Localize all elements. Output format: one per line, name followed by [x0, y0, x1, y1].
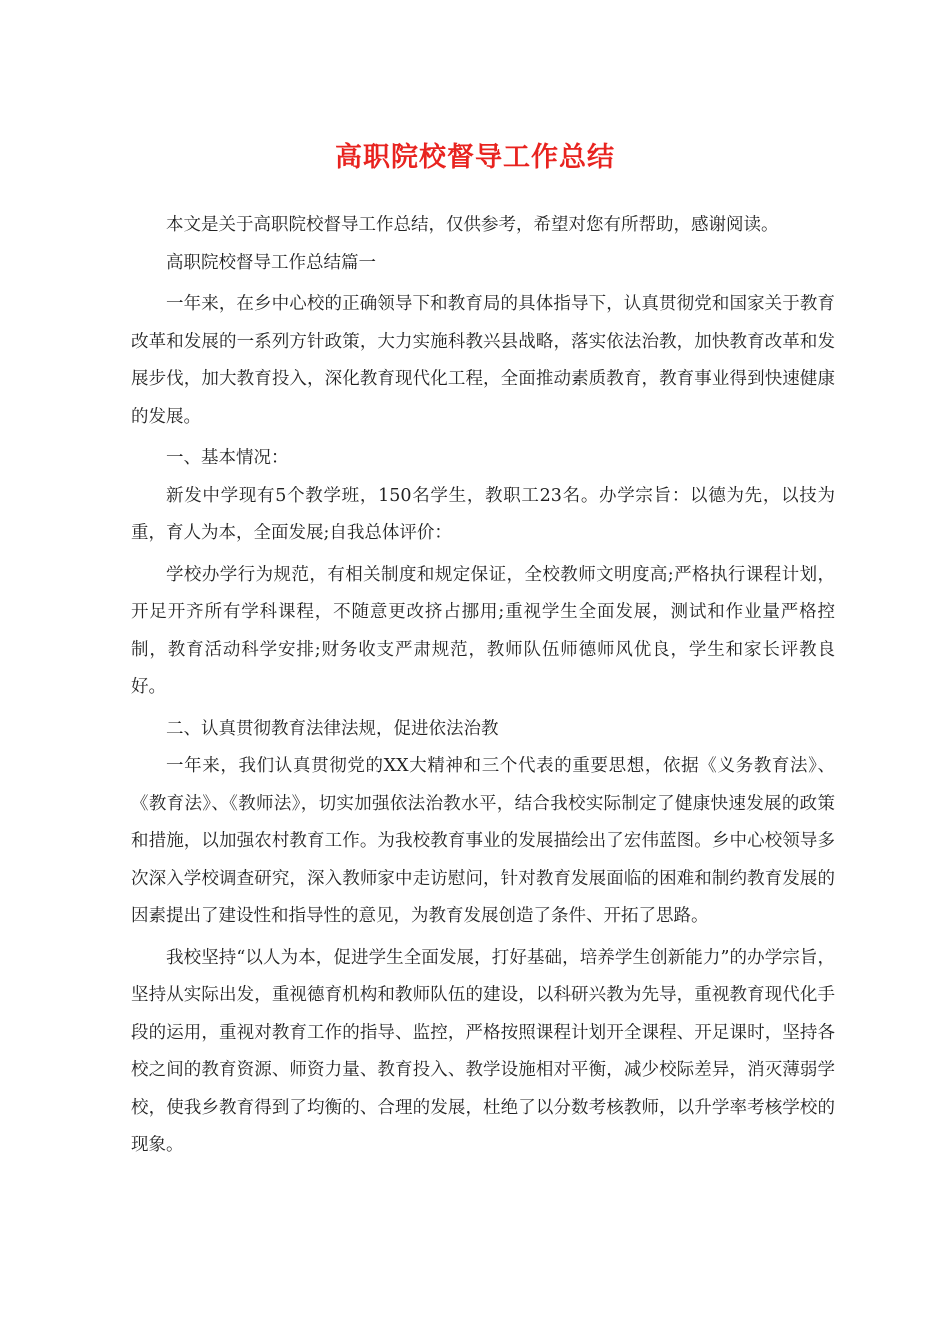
body-paragraph: 学校办学行为规范，有相关制度和规定保证，全校教师文明度高;严格执行课程计划，开足开齐所有学科课程，不随意更改挤占挪用;重视学生全面发展，测试和作业量严格控制，教育活动科学安排;财务收支严肃规范，教师队伍师德师风优良，学生和家长评教良好。	[131, 564, 835, 697]
section-heading-part-one: 高职院校督导工作总结篇一	[166, 252, 376, 273]
section-heading-basic-situation: 一、基本情况：	[166, 448, 289, 468]
document-title: 高职院校督导工作总结	[335, 142, 615, 173]
body-paragraph: 新发中学现有5个教学班，150名学生，教职工23名。办学宗旨：以德为先，以技为重，育人为本，全面发展;自我总体评价：	[131, 485, 835, 543]
body-paragraph: 我校坚持“以人为本，促进学生全面发展，打好基础，培养学生创新能力”的办学宗旨，坚持从实际出发，重视德育机构和教师队伍的建设，以科研兴教为先导，重视教育现代化手段的运用，重视对教育工作的指导、监控，严格按照课程计划开全课程、开足课时，坚持各校之间的教育资源、师资力量、教育投入、教学设施相对平衡，减少校际差异，消灭薄弱学校，使我乡教育得到了均衡的、合理的发展，杜绝了以分数考核教师，以升学率考核学校的现象。	[131, 947, 835, 1155]
section-heading-rule-of-law: 二、认真贯彻教育法律法规，促进依法治教	[166, 718, 499, 739]
body-paragraph: 一年来，我们认真贯彻党的XX大精神和三个代表的重要思想，依据《义务教育法》、《教育法》、《教师法》，切实加强依法治教水平，结合我校实际制定了健康快速发展的政策和措施，以加强农村教育工作。为我校教育事业的发展描绘出了宏伟蓝图。乡中心校领导多次深入学校调查研究，深入教师家中走访慰问，针对教育发展面临的困难和制约教育发展的因素提出了建设性和指导性的意见，为教育发展创造了条件、开拓了思路。	[131, 756, 835, 926]
document-body	[131, 207, 835, 1165]
intro-paragraph: 本文是关于高职院校督导工作总结，仅供参考，希望对您有所帮助，感谢阅读。	[166, 215, 779, 235]
body-paragraph: 一年来，在乡中心校的正确领导下和教育局的具体指导下，认真贯彻党和国家关于教育改革和发展的一系列方针政策，大力实施科教兴县战略，落实依法治教，加快教育改革和发展步伐，加大教育投入，深化教育现代化工程，全面推动素质教育，教育事业得到快速健康的发展。	[131, 294, 835, 427]
